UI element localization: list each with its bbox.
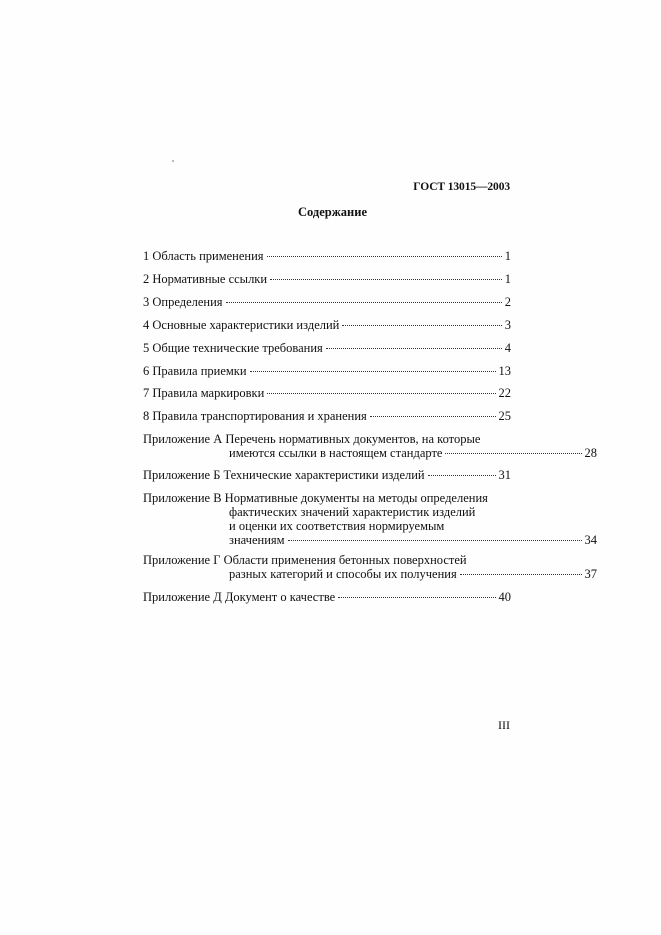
toc-appendix-line: Приложение Б Технические характеристики изделий [143, 468, 425, 482]
dot-leader [342, 325, 501, 326]
toc-entry-1[interactable] [143, 249, 511, 263]
toc-entry-text: 7 Правила маркировки [143, 386, 265, 400]
toc-appendix-a[interactable] [143, 432, 597, 460]
toc-appendix-d[interactable] [143, 590, 511, 604]
page-number: III [498, 718, 510, 732]
toc-entry-5[interactable] [143, 341, 511, 355]
toc-entry-2[interactable] [143, 272, 511, 286]
toc-appendix-v[interactable] [143, 491, 597, 547]
dot-leader [270, 279, 502, 280]
toc-entry-7[interactable] [143, 386, 511, 400]
toc-appendix-line: фактических значений характеристик изделий [229, 505, 476, 519]
toc-appendix-line: разных категорий и способы их получения [229, 567, 457, 581]
toc-entry-text: 6 Правила приемки [143, 364, 247, 378]
toc-entry-page: 25 [498, 409, 511, 423]
toc-entry-text: 8 Правила транспортирования и хранения [143, 409, 367, 423]
toc-appendix-line: Приложение А Перечень нормативных документов, на которые [143, 432, 481, 446]
dot-leader [250, 371, 496, 372]
toc-entry-page: 37 [584, 567, 597, 581]
toc-entry-8[interactable] [143, 409, 511, 423]
toc-entry-page: 2 [504, 295, 511, 309]
dot-leader [226, 302, 502, 303]
dot-leader [267, 256, 502, 257]
toc-appendix-g[interactable] [143, 553, 597, 581]
scan-speck [172, 160, 174, 162]
toc-entry-page: 34 [584, 533, 597, 547]
toc-entry-page: 13 [498, 364, 511, 378]
dot-leader [326, 348, 502, 349]
toc-entry-page: 40 [498, 590, 511, 604]
toc-entry-text: 2 Нормативные ссылки [143, 272, 268, 286]
toc-appendix-line: имеются ссылки в настоящем стандарте [229, 446, 443, 460]
toc-entry-text: 3 Определения [143, 295, 223, 309]
toc-entry-text: 1 Область применения [143, 249, 264, 263]
toc-entry-6[interactable] [143, 364, 511, 378]
toc-entry-text: 5 Общие технические требования [143, 341, 323, 355]
toc-appendix-b[interactable] [143, 468, 511, 482]
dot-leader [267, 393, 495, 394]
toc-entry-page: 1 [504, 249, 511, 263]
toc-appendix-line: и оценки их соответствия нормируемым [229, 519, 445, 533]
dot-leader [370, 416, 496, 417]
toc-entry-page: 31 [498, 468, 511, 482]
toc-entry-page: 3 [504, 318, 511, 332]
toc-entry-page: 1 [504, 272, 511, 286]
toc-appendix-line: Приложение Д Документ о качестве [143, 590, 336, 604]
toc-entry-4[interactable] [143, 318, 511, 332]
toc-appendix-line: Приложение Г Области применения бетонных поверхностей [143, 553, 467, 567]
dot-leader [445, 453, 581, 454]
dot-leader [460, 574, 582, 575]
toc-entry-3[interactable] [143, 295, 511, 309]
toc-appendix-line: значениям [229, 533, 285, 547]
dot-leader [288, 540, 582, 541]
dot-leader [428, 475, 496, 476]
dot-leader [338, 597, 495, 598]
toc-entry-text: 4 Основные характеристики изделий [143, 318, 340, 332]
toc-appendix-line: Приложение В Нормативные документы на методы определения [143, 491, 488, 505]
page-title: Содержание [297, 205, 367, 219]
toc-entry-page: 28 [584, 446, 597, 460]
document-code: ГОСТ 13015—2003 [413, 181, 510, 193]
toc-entry-page: 22 [498, 386, 511, 400]
toc-entry-page: 4 [504, 341, 511, 355]
